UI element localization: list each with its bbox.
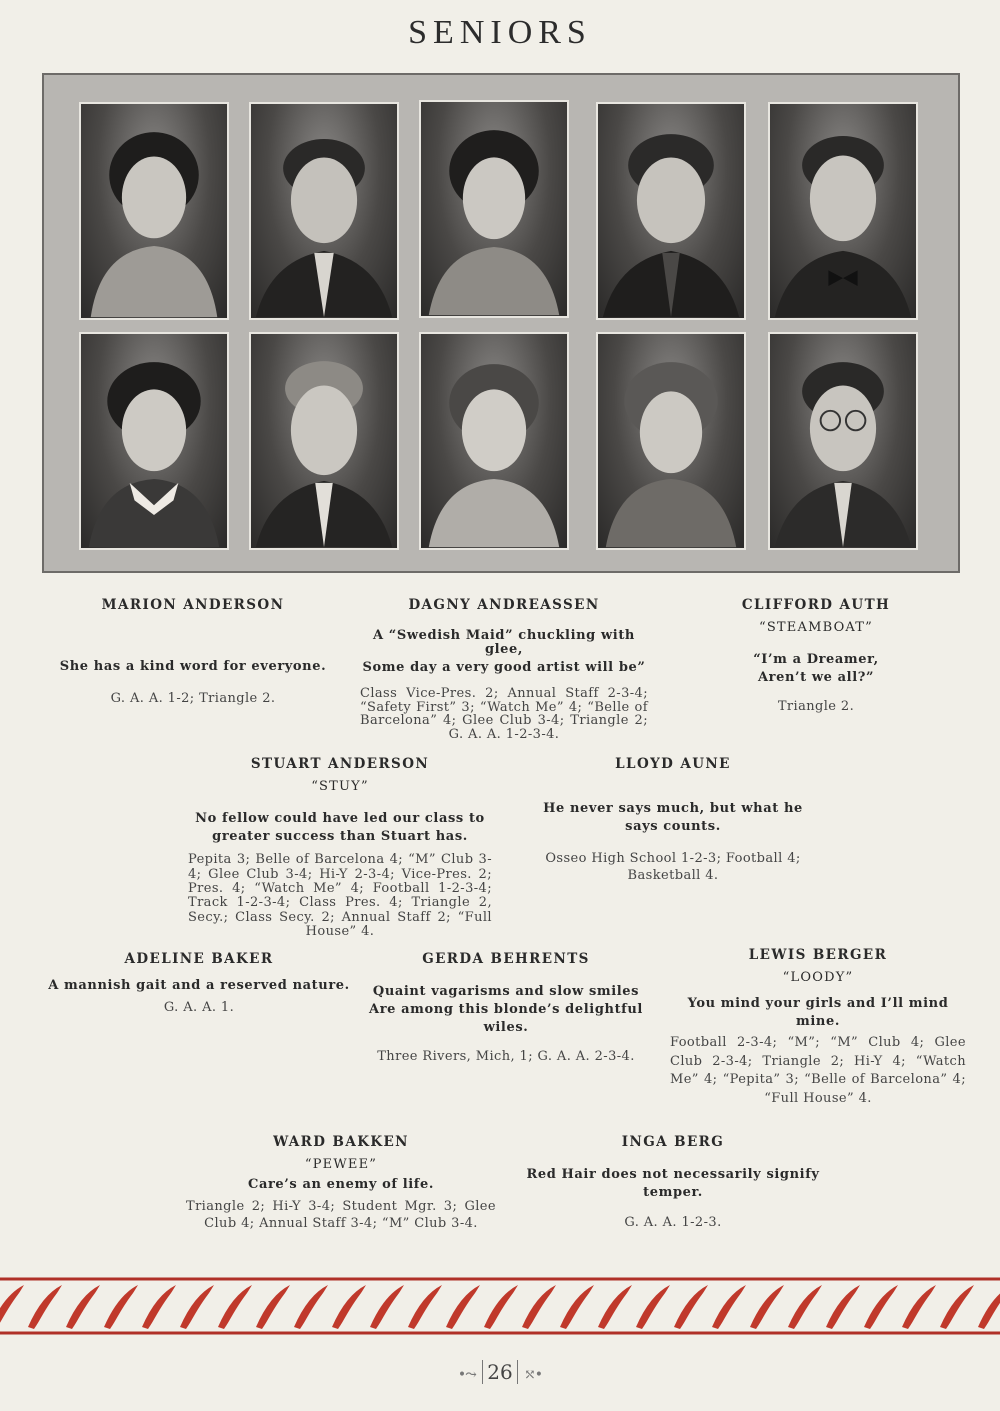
portrait-woman-icon [421, 102, 567, 316]
page-title: SENIORS [408, 14, 592, 51]
border-leaf-icon [294, 1285, 328, 1329]
border-leaf-icon [864, 1285, 898, 1329]
senior-activities: Football 2-3-4; “M”; “M” Club 4; Glee Club 2-3-4; Triangle 2; Hi-Y 4; “Watch Me” 4; “Pepita” 3; “Belle of Barcelona” 4; “Full House” 4. [670, 1035, 966, 1106]
border-leaf-icon [598, 1285, 632, 1329]
border-leaf-icon [902, 1285, 936, 1329]
border-leaf-icon [788, 1285, 822, 1329]
senior-quote: Aren’t we all?” [757, 669, 875, 685]
border-leaf-icon [370, 1285, 404, 1329]
border-leaf-icon [940, 1285, 974, 1329]
border-leaf-icon [408, 1285, 442, 1329]
portrait-photo [596, 102, 746, 320]
portrait-man-glasses-icon [770, 334, 916, 548]
senior-entry-lloyd-aune [518, 755, 828, 885]
senior-quote: Care’s an enemy of life. [248, 1176, 434, 1192]
portrait-photo [79, 332, 229, 550]
border-leaf-icon [180, 1285, 214, 1329]
page-number-footer [0, 1360, 1000, 1384]
senior-nickname: “STUY” [311, 778, 369, 794]
portrait-photo [596, 332, 746, 550]
border-leaf-icon [712, 1285, 746, 1329]
portrait-woman-icon [598, 334, 744, 548]
senior-activities: Triangle 2. [777, 699, 855, 715]
senior-entry-inga-berg [516, 1133, 830, 1231]
senior-entry-ward-bakken [186, 1133, 496, 1233]
portrait-photo [249, 102, 399, 320]
senior-quote: Quaint vagarisms and slow smiles Are among this blonde’s delightful wiles. [369, 983, 643, 1035]
senior-name: ADELINE BAKER [124, 951, 274, 967]
border-leaf-icon [142, 1285, 176, 1329]
photo-panel [42, 73, 960, 573]
border-leaf-icon [826, 1285, 860, 1329]
border-leaf-icon [104, 1285, 138, 1329]
senior-name: STUART ANDERSON [250, 756, 430, 772]
border-leaf-icon [674, 1285, 708, 1329]
senior-activities: Class Vice-Pres. 2; Annual Staff 2-3-4; “Safety First” 3; “Watch Me” 4; “Belle of Barcelona” 4; Glee Club 3-4; Triangle 2; G. A. A. 1-2-3-4. [360, 686, 648, 743]
portrait-man-icon [598, 104, 744, 318]
senior-name: MARION ANDERSON [101, 597, 285, 613]
senior-quote: “I’m a Dreamer, [753, 651, 879, 667]
senior-entry-adeline-baker [46, 950, 352, 1017]
border-leaf-icon [522, 1285, 556, 1329]
senior-activities: G. A. A. 1. [163, 999, 235, 1015]
senior-entry-stuart-anderson [188, 755, 492, 939]
border-leaf-icon [28, 1285, 62, 1329]
border-leaf-icon [218, 1285, 252, 1329]
senior-name: CLIFFORD AUTH [741, 597, 891, 613]
senior-entry-gerda-behrents [366, 950, 646, 1066]
page-number: 26 [482, 1360, 517, 1384]
border-leaf-icon [636, 1285, 670, 1329]
senior-quote: A mannish gait and a reserved nature. [48, 977, 350, 993]
senior-name: LEWIS BERGER [748, 947, 888, 963]
portrait-photo [249, 332, 399, 550]
portrait-photo [419, 100, 569, 318]
portrait-photo [419, 332, 569, 550]
ornament-right-icon: ⤲• [524, 1367, 543, 1383]
ornament-left-icon: •⤳ [457, 1367, 476, 1383]
senior-activities: Triangle 2; Hi-Y 3-4; Student Mgr. 3; Glee Club 4; Annual Staff 3-4; “M” Club 3-4. [186, 1198, 496, 1232]
senior-entry-clifford-auth [720, 596, 912, 716]
senior-nickname: “STEAMBOAT” [758, 619, 874, 635]
senior-entry-lewis-berger [670, 946, 966, 1108]
border-leaf-icon [66, 1285, 100, 1329]
portrait-man-icon [770, 104, 916, 318]
senior-entry-dagny-andreassen [360, 596, 648, 742]
portrait-man-icon [251, 334, 397, 548]
portrait-photo [79, 102, 229, 320]
senior-nickname: “PEWEE” [304, 1156, 378, 1172]
senior-activities: Pepita 3; Belle of Barcelona 4; “M” Club 3-4; Glee Club 3-4; Hi-Y 2-3-4; Vice-Pres. 2; Pres. 4; “Watch Me” 4; Football 1-2-3-4; Track 1-2-3-4; Class Pres. 4; Triangle 2, Secy.; Class Secy. 2; Annual Staff 2; “Full House” 4. [188, 852, 492, 939]
border-leaf-icon [256, 1285, 290, 1329]
senior-name: DAGNY ANDREASSEN [408, 597, 600, 613]
border-leaf-icon [446, 1285, 480, 1329]
senior-quote: You mind your girls and I’ll mind mine. [687, 995, 949, 1029]
senior-name: INGA BERG [621, 1134, 725, 1150]
senior-name: GERDA BEHRENTS [422, 951, 590, 967]
senior-activities: Three Rivers, Mich, 1; G. A. A. 2-3-4. [377, 1049, 635, 1065]
senior-quote: She has a kind word for everyone. [59, 658, 327, 674]
senior-quote: No fellow could have led our class to greater success than Stuart has. [195, 810, 485, 844]
senior-entry-marion-anderson [46, 596, 340, 708]
decorative-border-band [0, 1275, 1000, 1337]
senior-activities: G. A. A. 1-2-3. [624, 1214, 722, 1230]
senior-activities: G. A. A. 1-2; Triangle 2. [110, 690, 276, 706]
border-leaf-icon [332, 1285, 366, 1329]
senior-name: WARD BAKKEN [273, 1134, 409, 1150]
border-leaf-icon [750, 1285, 784, 1329]
portrait-photo [768, 102, 918, 320]
senior-quote: He never says much, but what he says counts. [543, 800, 803, 834]
senior-quote: Some day a very good artist will be” [362, 660, 646, 676]
portrait-photo [768, 332, 918, 550]
portrait-woman-icon [421, 334, 567, 548]
senior-quote: Red Hair does not necessarily signify temper. [526, 1166, 820, 1200]
senior-nickname: “LOODY” [782, 969, 854, 985]
portrait-woman-icon [81, 334, 227, 548]
senior-activities: Osseo High School 1-2-3; Football 4; Basketball 4. [545, 850, 801, 884]
portrait-woman-icon [81, 104, 227, 318]
senior-quote: A “Swedish Maid” chuckling with glee, [373, 627, 635, 657]
portrait-man-icon [251, 104, 397, 318]
border-leaf-icon [484, 1285, 518, 1329]
senior-name: LLOYD AUNE [615, 756, 731, 772]
border-leaf-icon [560, 1285, 594, 1329]
